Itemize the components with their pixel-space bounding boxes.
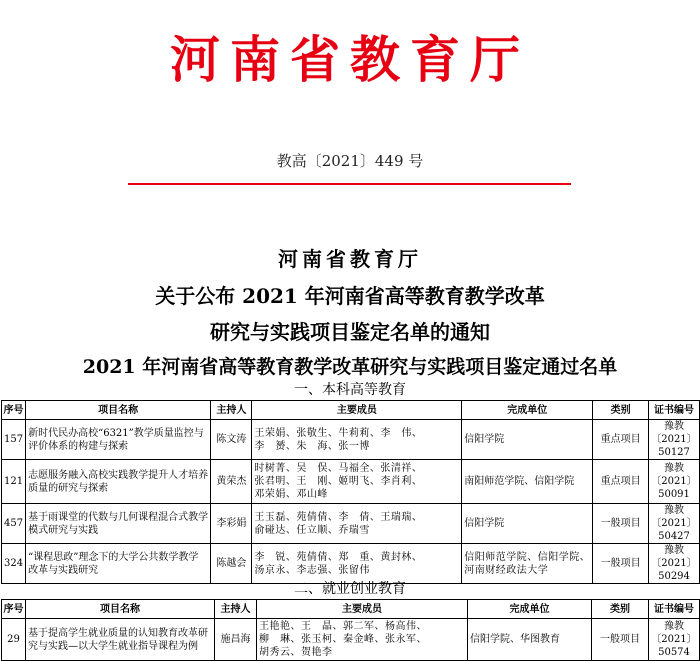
row-project-name: “课程思政”理念下的大学公共数学教学改革与实践研究 (26, 544, 211, 584)
project-table-undergraduate (1, 400, 700, 584)
row-category: 一般项目 (593, 544, 649, 584)
row-host: 李彩娟 (211, 504, 252, 544)
col-header-name: 项目名称 (26, 401, 211, 420)
table-row (2, 544, 700, 584)
row-category: 一般项目 (592, 619, 649, 661)
document-number: 教高〔2021〕449 号 (276, 152, 424, 170)
row-unit: 信阳学院 (462, 504, 593, 544)
row-unit: 信阳学院 (462, 420, 593, 460)
row-cert: 豫教〔2021〕50427 (649, 504, 700, 544)
col-header-unit: 完成单位 (462, 401, 593, 420)
col-header-members: 主要成员 (257, 600, 468, 619)
table-row (2, 619, 700, 661)
table-row (2, 460, 700, 504)
row-cert: 豫教〔2021〕50574 (649, 619, 700, 661)
row-host: 陈文涛 (211, 420, 252, 460)
red-divider-line (128, 183, 571, 185)
row-category: 重点项目 (593, 460, 649, 504)
row-host: 黄荣杰 (211, 460, 252, 504)
row-host: 陈越会 (211, 544, 252, 584)
notice-title-line-2: 研究与实践项目鉴定名单的通知 (210, 320, 490, 344)
row-unit: 信阳师范学院、信阳学院、 河南财经政法大学 (462, 544, 593, 584)
org-header-title: 河南省教育厅 (170, 30, 530, 89)
section-heading-employment: 二、就业创业教育 (294, 581, 406, 597)
row-index: 157 (2, 420, 26, 460)
row-unit: 南阳师范学院、信阳学院 (462, 460, 593, 504)
col-header-host: 主持人 (211, 401, 252, 420)
row-members: 时树菁、吴 俣、马福全、张清祥、 张君明、王 刚、姬明飞、李肖利、 邓荣娟、邓山峰 (252, 460, 462, 504)
row-unit: 信阳学院、华图教育 (468, 619, 592, 661)
row-host: 施昌海 (215, 619, 257, 661)
row-project-name: 新时代民办高校“6321”教学质量监控与评价体系的构建与探索 (26, 420, 211, 460)
col-header-host: 主持人 (215, 600, 257, 619)
col-header-category: 类别 (592, 600, 649, 619)
row-cert: 豫教〔2021〕50091 (649, 460, 700, 504)
table-header-row (2, 600, 700, 619)
row-members: 李 锐、苑倩倩、郑 重、黄封林、 汤京永、李志强、张留伟 (252, 544, 462, 584)
row-project-name: 基于雨课堂的代数与几何课程混合式教学模式研究与实践 (26, 504, 211, 544)
row-index: 457 (2, 504, 26, 544)
section-heading-undergraduate: 一、本科高等教育 (294, 382, 406, 398)
row-members: 王荣娟、张敬生、牛莉莉、李 伟、 李 赟、朱 海、张一博 (252, 420, 462, 460)
row-index: 121 (2, 460, 26, 504)
col-header-members: 主要成员 (252, 401, 462, 420)
row-project-name: 志愿服务融入高校实践教学提升人才培养质量的研究与探索 (26, 460, 211, 504)
row-members: 王玉磊、苑倩倩、李 倩、王瑞瑞、 俞碰达、任立顺、乔瑞雪 (252, 504, 462, 544)
col-header-unit: 完成单位 (468, 600, 592, 619)
row-members: 王艳艳、王 晶、郭二军、杨高伟、 柳 琳、张玉柯、秦金峰、张永军、 胡秀云、贺艳李 (257, 619, 468, 661)
list-title: 2021 年河南省高等教育教学改革研究与实践项目鉴定通过名单 (82, 356, 618, 378)
col-header-category: 类别 (593, 401, 649, 420)
project-table-employment (1, 599, 700, 661)
col-header-name: 项目名称 (26, 600, 215, 619)
row-index: 29 (2, 619, 26, 661)
row-cert: 豫教〔2021〕50127 (649, 420, 700, 460)
row-category: 重点项目 (593, 420, 649, 460)
table-row (2, 504, 700, 544)
col-header-index: 序号 (2, 401, 26, 420)
table-row (2, 420, 700, 460)
row-index: 324 (2, 544, 26, 584)
row-project-name: 基于提高学生就业质量的认知教育改革研究与实践—以大学生就业指导课程为例 (26, 619, 215, 661)
issuer-title: 河南省教育厅 (278, 247, 422, 271)
row-cert: 豫教〔2021〕50294 (649, 544, 700, 584)
col-header-index: 序号 (2, 600, 26, 619)
col-header-cert: 证书编号 (649, 600, 700, 619)
row-category: 一般项目 (593, 504, 649, 544)
notice-title-line-1: 关于公布 2021 年河南省高等教育教学改革 (155, 284, 545, 308)
table-header-row (2, 401, 700, 420)
col-header-cert: 证书编号 (649, 401, 700, 420)
